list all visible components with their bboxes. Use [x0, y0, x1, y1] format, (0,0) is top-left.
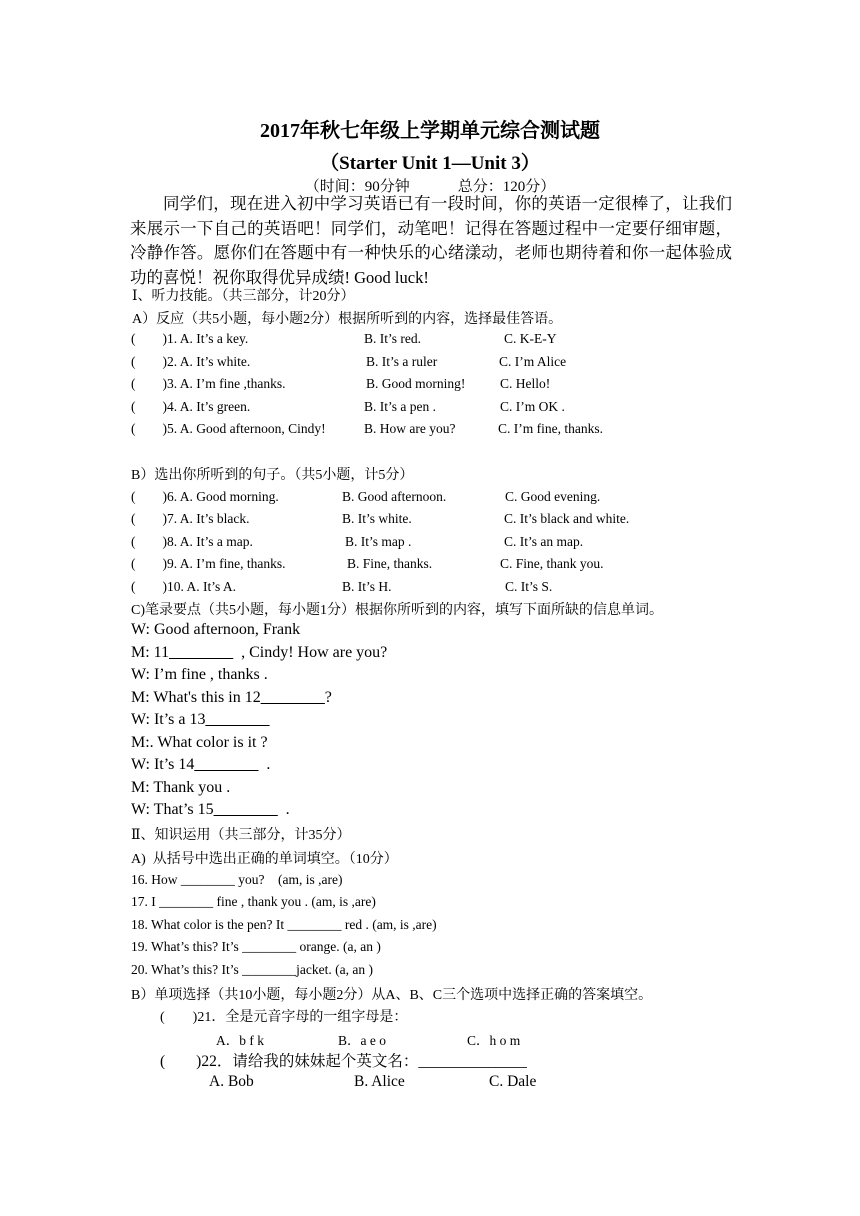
part2-b-heading: B）单项选择（共10小题，每小题2分）从A、B、C三个选项中选择正确的答案填空。: [131, 988, 653, 1003]
question-4-option-c: C. I’m OK .: [500, 399, 565, 414]
page-subtitle: （Starter Unit 1—Unit 3）: [320, 153, 540, 174]
part2-heading: Ⅱ、知识运用（共三部分，计35分）: [131, 828, 351, 843]
dialog-line: W: I’m fine , thanks .: [131, 666, 268, 683]
question-5: ( )5. A. Good afternoon, Cindy!: [131, 421, 326, 436]
part1-c-heading: C)笔录要点（共5小题，每小题1分）根据你所听到的内容，填写下面所缺的信息单词。: [131, 603, 663, 618]
question-22-option-b: B. Alice: [354, 1073, 405, 1090]
answer-blank-15[interactable]: ________: [213, 801, 278, 818]
question-19: 19. What’s this? It’s ________ orange. (a, an ): [131, 939, 381, 954]
question-22: ( )22．请给我的妹妹起个英文名：______________: [160, 1053, 527, 1070]
question-1-option-c: C. K-E-Y: [504, 331, 557, 346]
question-3: ( )3. A. I’m fine ,thanks.: [131, 376, 286, 391]
question-8-option-b: B. It’s map .: [345, 534, 412, 549]
question-21-option-c: C．h o m: [467, 1033, 521, 1048]
part1-b-heading: B）选出你所听到的句子。（共5小题，计5分）: [131, 468, 414, 483]
question-10: ( )10. A. It’s A.: [131, 579, 237, 594]
answer-blank-14[interactable]: ________: [194, 756, 259, 773]
question-10-option-b: B. It’s H.: [342, 579, 392, 594]
dialog-line: M: What's this in 12________?: [131, 689, 332, 706]
part1-heading: Ⅰ、听力技能。（共三部分，计20分）: [132, 289, 355, 304]
question-3-option-b: B. Good morning!: [366, 376, 466, 391]
question-6: ( )6. A. Good morning.: [131, 489, 279, 504]
part1-a-heading: A）反应（共5小题，每小题2分）根据所听到的内容，选择最佳答语。: [132, 312, 563, 327]
question-7: ( )7. A. It’s black.: [131, 511, 250, 526]
page-title: 2017年秋七年级上学期单元综合测试题: [260, 120, 600, 142]
exam-score: 总分：120分）: [457, 179, 556, 195]
question-6-option-c: C. Good evening.: [505, 489, 601, 504]
question-22-option-c: C. Dale: [489, 1073, 537, 1090]
dialog-line: M: Thank you .: [131, 779, 231, 796]
question-21-option-a: A．b f k: [216, 1033, 264, 1048]
question-4: ( )4. A. It’s green.: [131, 399, 251, 414]
answer-blank-12[interactable]: ________: [260, 689, 325, 706]
dialog-line: W: That’s 15________ .: [131, 801, 290, 818]
question-8-option-c: C. It’s an map.: [504, 534, 584, 549]
question-7-option-b: B. It’s white.: [342, 511, 412, 526]
question-5-option-c: C. I’m fine, thanks.: [498, 421, 603, 436]
question-18: 18. What color is the pen? It ________ red . (am, is ,are): [131, 917, 437, 932]
question-6-option-b: B. Good afternoon.: [342, 489, 447, 504]
question-17: 17. I ________ fine , thank you . (am, is ,are): [131, 894, 376, 909]
dialog-line: W: Good afternoon, Frank: [131, 621, 301, 638]
question-7-option-c: C. It’s black and white.: [504, 511, 630, 526]
question-1-option-b: B. It’s red.: [364, 331, 421, 346]
answer-blank-11[interactable]: ________: [169, 644, 234, 661]
question-21: ( )21．全是元音字母的一组字母是：: [160, 1010, 408, 1025]
question-9-option-c: C. Fine, thank you.: [500, 556, 604, 571]
question-2-option-c: C. I’m Alice: [499, 354, 567, 369]
question-3-option-c: C. Hello!: [500, 376, 551, 391]
part2-a-heading: A) 从括号中选出正确的单词填空。（10分）: [131, 852, 398, 867]
question-1: ( )1. A. It’s a key.: [131, 331, 249, 346]
dialog-line: W: It’s 14________ .: [131, 756, 271, 773]
dialog-line: W: It’s a 13________: [131, 711, 270, 728]
dialog-line: M:. What color is it ?: [131, 734, 268, 751]
question-5-option-b: B. How are you?: [364, 421, 456, 436]
question-22-option-a: A. Bob: [209, 1073, 254, 1090]
question-16: 16. How ________ you? (am, is ,are): [131, 872, 343, 887]
exam-time: （时间：90分钟: [304, 179, 410, 195]
question-21-option-b: B．a e o: [338, 1033, 386, 1048]
question-2-option-b: B. It’s a ruler: [366, 354, 438, 369]
question-10-option-c: C. It’s S.: [505, 579, 553, 594]
question-4-option-b: B. It’s a pen .: [364, 399, 436, 414]
answer-blank-13[interactable]: ________: [205, 711, 270, 728]
question-8: ( )8. A. It’s a map.: [131, 534, 253, 549]
intro-paragraph: 同学们，现在进入初中学习英语已有一段时间，你的英语一定很棒了，让我们来展示一下自己的英语吧！同学们，动笔吧！记得在答题过程中一定要仔细审题，冷静作答。愿你们在答题中有一种快乐的心绪漾动，老师也期待着和你一起体验成功的喜悦！祝你取得优异成绩! Good luck!: [130, 194, 732, 287]
dialog-line: M: 11________ , Cindy! How are you?: [131, 644, 388, 661]
question-2: ( )2. A. It’s white.: [131, 354, 251, 369]
question-9-option-b: B. Fine, thanks.: [347, 556, 433, 571]
question-20: 20. What’s this? It’s ________jacket. (a, an ): [131, 962, 373, 977]
question-9: ( )9. A. I’m fine, thanks.: [131, 556, 286, 571]
